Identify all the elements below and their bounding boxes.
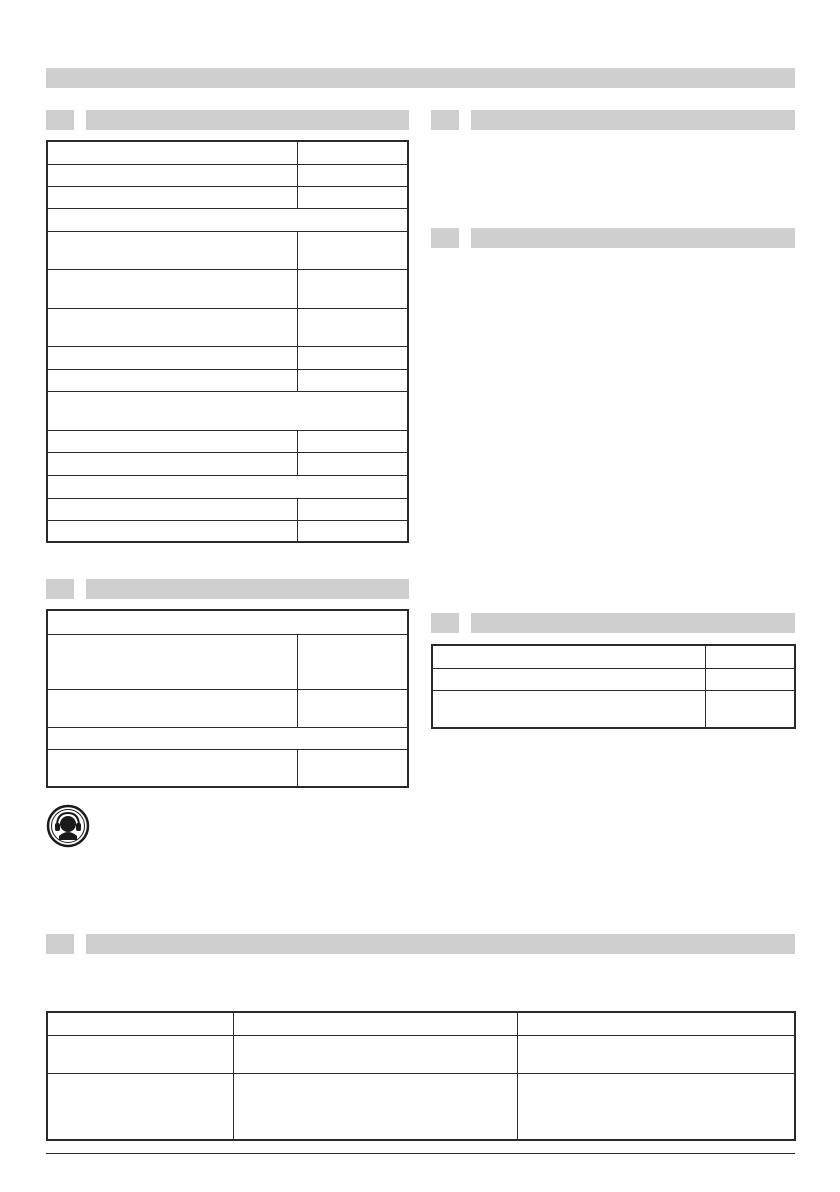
table-row xyxy=(433,668,794,690)
table-row xyxy=(48,308,407,346)
column-divider xyxy=(297,232,298,269)
table-row xyxy=(48,689,407,727)
table-row xyxy=(48,749,407,786)
table-row-spanning xyxy=(48,611,407,634)
table-row xyxy=(48,164,407,186)
column-divider xyxy=(233,1074,234,1139)
column-divider xyxy=(705,669,706,690)
section-heading-noise xyxy=(46,579,409,599)
section-heading-troubleshooting xyxy=(46,934,795,954)
column-divider xyxy=(297,431,298,452)
footer-rule xyxy=(46,1153,795,1154)
column-divider xyxy=(297,165,298,186)
column-divider xyxy=(297,309,298,346)
column-divider xyxy=(517,1074,518,1139)
ear-protection-icon xyxy=(46,804,90,848)
column-divider xyxy=(297,750,298,786)
column-divider xyxy=(705,646,706,668)
troubleshooting-table xyxy=(46,1011,796,1141)
column-divider xyxy=(297,142,298,164)
section-number-tab xyxy=(74,579,86,599)
column-divider xyxy=(517,1013,518,1035)
table-row xyxy=(48,1035,794,1073)
column-divider xyxy=(233,1013,234,1035)
table-row xyxy=(48,186,407,208)
table-row xyxy=(433,690,794,727)
table-row xyxy=(48,1073,794,1139)
table-row xyxy=(48,269,407,308)
section-number-tab xyxy=(74,110,86,130)
column-divider xyxy=(233,1036,234,1073)
section-number-tab xyxy=(74,934,86,954)
column-divider xyxy=(297,270,298,308)
column-divider xyxy=(297,690,298,727)
section-heading-right-top xyxy=(431,110,795,130)
column-divider xyxy=(297,499,298,520)
column-divider xyxy=(705,691,706,727)
table-row xyxy=(48,231,407,269)
section-number-tab xyxy=(459,110,471,130)
table-row-spanning xyxy=(48,727,407,749)
table-row xyxy=(48,520,407,541)
table-row xyxy=(48,430,407,452)
section-number-tab xyxy=(459,228,471,248)
column-divider xyxy=(297,521,298,541)
section-heading-technical-data xyxy=(46,110,409,130)
table-row-spanning xyxy=(48,208,407,231)
page-header-bar xyxy=(46,68,795,88)
right-data-table xyxy=(431,644,796,729)
table-header-row xyxy=(48,1013,794,1035)
table-row xyxy=(48,346,407,369)
noise-data-table xyxy=(46,609,409,788)
table-row xyxy=(433,646,794,668)
table-row-spanning xyxy=(48,475,407,498)
section-heading-right-bottom xyxy=(431,613,795,633)
section-number-tab xyxy=(459,613,471,633)
table-row xyxy=(48,498,407,520)
column-divider xyxy=(297,635,298,689)
column-divider xyxy=(297,370,298,391)
column-divider xyxy=(297,453,298,475)
table-row xyxy=(48,369,407,391)
table-row xyxy=(48,452,407,475)
section-heading-right-mid xyxy=(431,228,795,248)
column-divider xyxy=(297,187,298,208)
column-divider xyxy=(297,347,298,369)
column-divider xyxy=(517,1036,518,1073)
table-row xyxy=(48,634,407,689)
technical-data-table xyxy=(46,140,409,543)
table-row xyxy=(48,142,407,164)
table-row-spanning xyxy=(48,391,407,430)
